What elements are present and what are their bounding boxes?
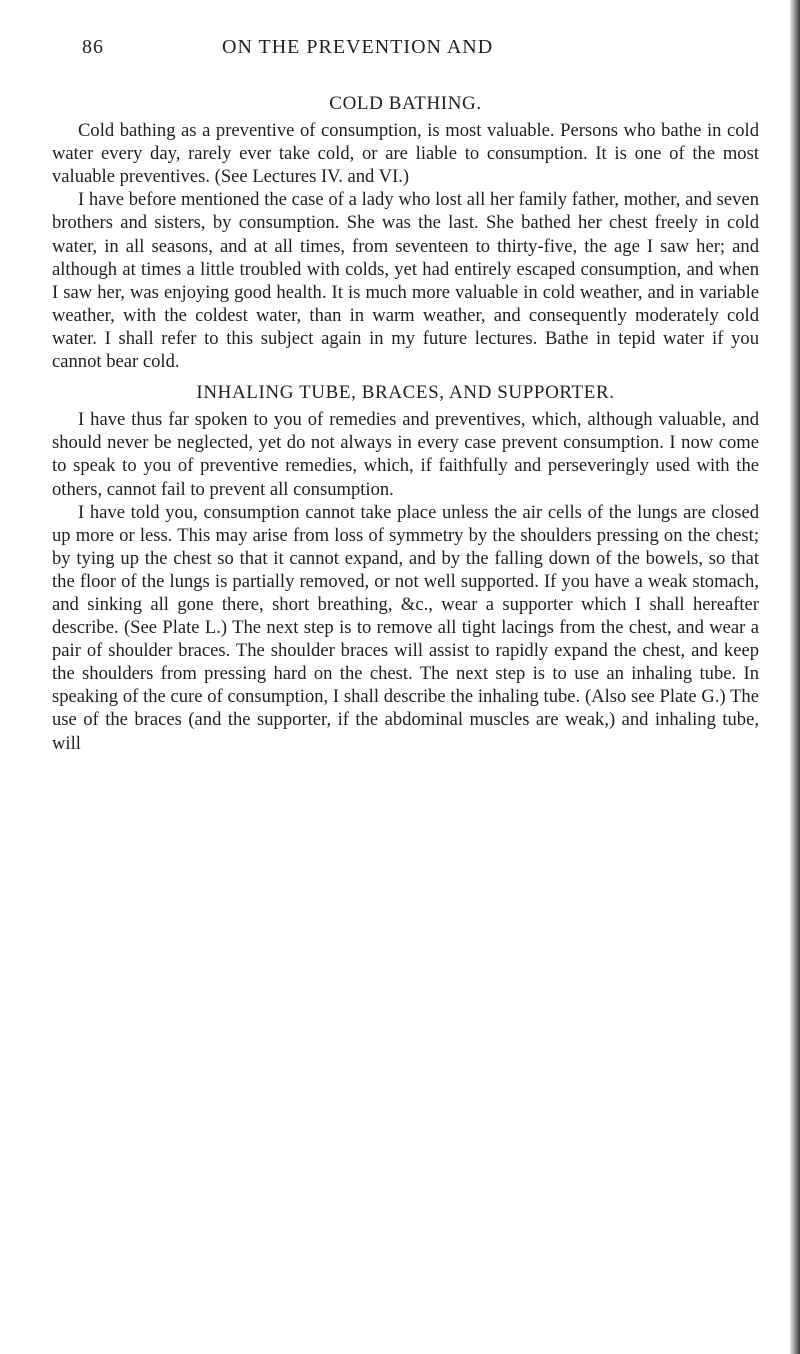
paragraph: I have before mentioned the case of a lady who lost all her family father, mother, and seven brothers and sisters, by consumption. She was the last. She bathed her chest freely in cold water, in all seasons, and at all times, from seventeen to thirty-five, the age I saw her; and although at times a little troubled with colds, yet had entirely escaped consumption, and when I saw her, was enjoying good health. It is much more valuable in cold weather, and in variable weather, with the coldest water, than in warm weather, and consequently moderately cold water. I shall refer to this subject again in my future lectures. Bathe in tepid water if you cannot bear cold. [52,189,759,373]
page-edge-shadow [790,0,800,1354]
running-head-title: ON THE PREVENTION AND [222,36,494,58]
paragraph: I have thus far spoken to you of remedies and preventives, which, although valuable, and should never be neglected, yet do not always in every case prevent consumption. I now come to speak to you of preventive remedies, which, if faithfully and perseveringly used with the others, cannot fail to prevent all consumption. [52,409,759,500]
paragraph: Cold bathing as a preventive of consumption, is most valuable. Persons who bathe in cold water every day, rarely ever take cold, or are liable to consumption. It is one of the most valuable preventives. (See Lectures IV. and VI.) [52,120,759,188]
running-head [82,36,742,66]
page-number: 86 [82,36,104,58]
body-text [52,88,759,755]
section-heading-inhaling-tube: INHALING TUBE, BRACES, AND SUPPORTER. [196,382,615,404]
section-heading-cold-bathing: COLD BATHING. [329,93,482,114]
paragraph: I have told you, consumption cannot take place unless the air cells of the lungs are closed up more or less. This may arise from loss of symmetry by the shoulders pressing on the chest; by tying up the chest so that it cannot expand, and by the falling down of the bowels, so that the floor of the lungs is partially removed, or not well supported. If you have a weak stomach, and sinking all gone there, short breathing, &c., wear a supporter which I shall hereafter describe. (See Plate L.) The next step is to remove all tight lacings from the chest, and wear a pair of shoulder braces. The shoulder braces will assist to rapidly expand the chest, and keep the shoulders from pressing hard on the chest. The next step is to use an inhaling tube. In speaking of the cure of consumption, I shall describe the inhaling tube. (Also see Plate G.) The use of the braces (and the supporter, if the abdominal muscles are weak,) and inhaling tube, will [52,501,759,754]
